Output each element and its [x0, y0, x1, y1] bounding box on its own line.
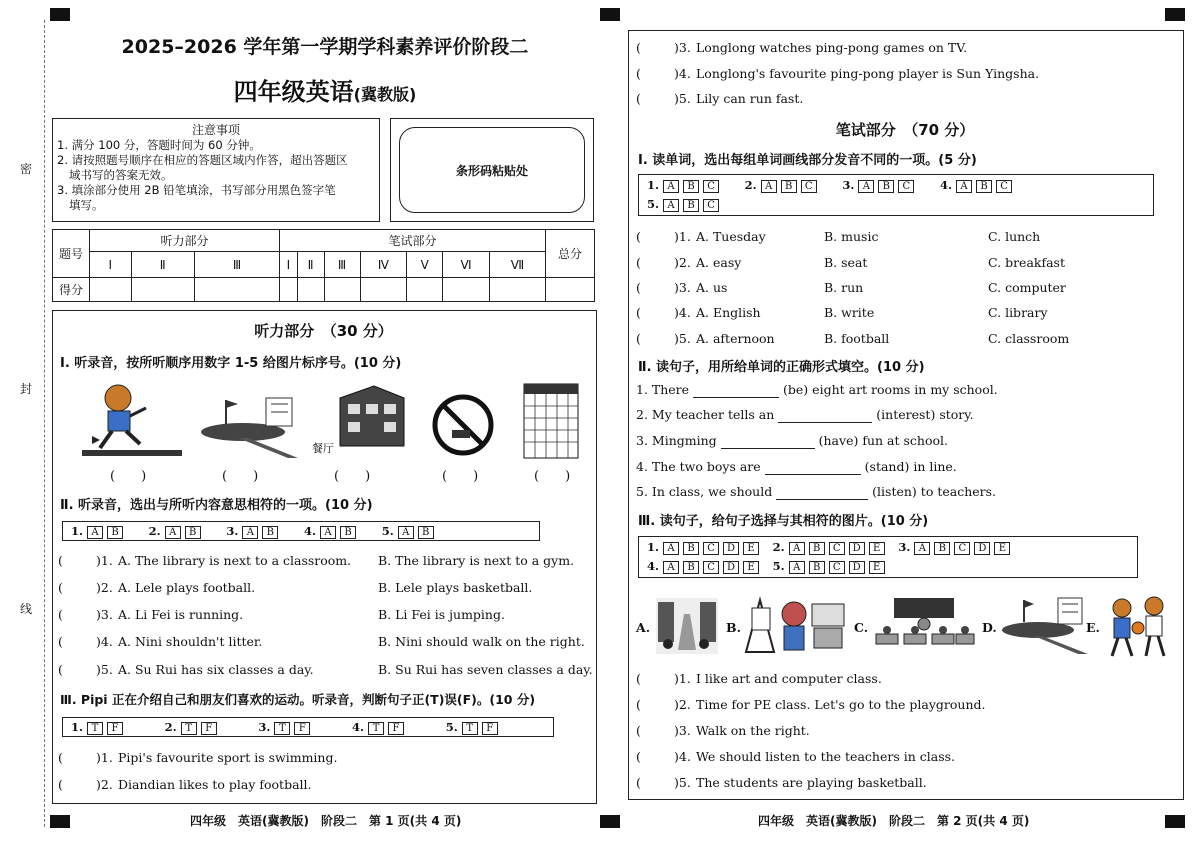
answer-number: 5.: [772, 559, 785, 573]
page-footer: 四年级 英语(冀教版) 阶段二 第 1 页(共 4 页): [190, 814, 462, 828]
sentence-end: to teachers.: [920, 484, 997, 499]
bubble-option[interactable]: C: [703, 199, 719, 212]
question-number: )5.: [674, 331, 691, 346]
score-cell[interactable]: [90, 278, 132, 302]
bubble-option[interactable]: B: [683, 561, 699, 574]
word-hint: (stand): [864, 459, 910, 474]
answer-number: 5.: [647, 197, 660, 211]
question-number: )2.: [674, 255, 691, 270]
answer-number: 3.: [898, 540, 911, 554]
playground-picture: [198, 392, 308, 462]
statement-text: The students are playing basketball.: [696, 775, 927, 790]
question-number: )3.: [674, 280, 691, 295]
answer-paren[interactable]: (: [636, 91, 641, 106]
word-hint: (be): [783, 382, 809, 397]
picture-order-blank[interactable]: ( ): [334, 469, 371, 484]
notice-line: 3. 填涂部分使用 2B 铅笔填涂，书写部分用黑色签字笔: [57, 183, 336, 197]
answer-number: 1.: [71, 524, 84, 538]
option-a-text: A. Su Rui has six classes a day.: [118, 662, 314, 677]
bubble-option[interactable]: B: [262, 526, 278, 539]
binding-line: [44, 20, 45, 827]
answer-paren[interactable]: (: [58, 634, 63, 649]
bubble-option[interactable]: B: [418, 526, 434, 539]
question-number: )2.: [674, 697, 691, 712]
picture-order-blank[interactable]: ( ): [534, 469, 571, 484]
writing-part2-heading: Ⅱ. 读句子，用所给单词的正确形式填空。(10 分): [638, 360, 925, 375]
answer-number: 1.: [71, 720, 84, 734]
blank-input[interactable]: [765, 459, 861, 475]
bubble-option[interactable]: C: [801, 180, 817, 193]
picture-label-b: B.: [726, 620, 741, 635]
option-c-text: C. breakfast: [988, 255, 1065, 270]
notice-line: 域书写的答案无效。: [69, 168, 173, 182]
option-a-text: A. easy: [696, 255, 742, 270]
corner-mark: [600, 8, 620, 21]
bubble-option[interactable]: E: [994, 542, 1010, 555]
answer-paren[interactable]: (: [636, 775, 641, 790]
col-listening-2: Ⅱ: [131, 252, 194, 278]
classroom-picture: [872, 594, 976, 658]
answer-paren[interactable]: (: [636, 40, 641, 55]
bubble-false[interactable]: F: [107, 722, 123, 735]
option-a-text: A. Nini shouldn't litter.: [118, 634, 263, 649]
bubble-option[interactable]: B: [185, 526, 201, 539]
bubble-option[interactable]: C: [829, 561, 845, 574]
bubble-false[interactable]: F: [294, 722, 310, 735]
sentence-end: story.: [939, 407, 974, 422]
option-c-text: C. library: [988, 305, 1048, 320]
sentence-start: 4. The two boys are: [636, 459, 761, 474]
bubble-option[interactable]: A: [320, 526, 336, 539]
bubble-option[interactable]: D: [974, 542, 990, 555]
answer-number: 3.: [226, 524, 239, 538]
bubble-option[interactable]: A: [914, 542, 930, 555]
bubble-false[interactable]: F: [201, 722, 217, 735]
statement-text: Walk on the right.: [696, 723, 810, 738]
answer-number: 2.: [164, 720, 177, 734]
picture-label-d: D.: [982, 620, 997, 635]
option-a-text: A. Li Fei is running.: [118, 607, 244, 622]
bubble-false[interactable]: F: [388, 722, 404, 735]
statement-text: Longlong's favourite ping-pong player is Sun Yingsha.: [696, 66, 1040, 81]
answer-paren[interactable]: (: [636, 255, 641, 270]
running-boy-picture: [78, 378, 188, 462]
answer-number: 4.: [940, 178, 953, 192]
barcode-area[interactable]: [399, 127, 585, 213]
bubble-option[interactable]: B: [683, 199, 699, 212]
subject-edition: (冀教版): [353, 85, 417, 104]
option-b-text: B. seat: [824, 255, 868, 270]
bubble-option[interactable]: A: [165, 526, 181, 539]
answer-number: 5.: [381, 524, 394, 538]
bubble-option[interactable]: B: [683, 542, 699, 555]
answer-paren[interactable]: (: [636, 671, 641, 686]
side-label-mi: 密: [20, 162, 33, 176]
row-label-number: 题号: [53, 230, 90, 278]
bubble-option[interactable]: B: [340, 526, 356, 539]
page-1: [50, 0, 600, 847]
notice-heading: 注意事项: [191, 123, 240, 137]
answer-number: 5.: [445, 720, 458, 734]
picture-order-blank[interactable]: ( ): [110, 469, 147, 484]
statement-text: Lily can run fast.: [696, 91, 804, 106]
answer-paren[interactable]: (: [636, 749, 641, 764]
canteen-label: 餐厅: [312, 442, 334, 455]
blank-input[interactable]: [693, 382, 779, 398]
statement-text: We should listen to the teachers in class.: [696, 749, 955, 764]
tf-answer-bar: [62, 717, 554, 737]
option-a-text: A. The library is next to a classroom.: [118, 553, 352, 568]
bubble-true[interactable]: T: [368, 722, 384, 735]
answer-paren[interactable]: (: [636, 66, 641, 81]
side-label-xian: 线: [20, 602, 33, 616]
answer-paren[interactable]: (: [636, 331, 641, 346]
bubble-option[interactable]: B: [107, 526, 123, 539]
sentence-end: in line.: [913, 459, 957, 474]
page-2: [628, 0, 1188, 847]
option-b-text: B. run: [824, 280, 864, 295]
picture-order-blank[interactable]: ( ): [442, 469, 479, 484]
score-cell[interactable]: [280, 278, 298, 302]
side-label-feng: 封: [20, 382, 33, 396]
option-b-text: B. Lele plays basketball.: [378, 580, 533, 595]
timetable-picture: [520, 378, 582, 460]
answer-number: 2.: [148, 524, 161, 538]
canteen-picture: [330, 380, 410, 460]
option-a-text: A. us: [696, 280, 728, 295]
sentence-start: 1. There: [636, 382, 690, 397]
col-listening-1: Ⅰ: [90, 252, 132, 278]
writing-part3-heading: Ⅲ. 读句子，给句子选择与其相符的图片。(10 分): [638, 514, 929, 529]
score-cell[interactable]: [489, 278, 545, 302]
option-b-text: B. Li Fei is jumping.: [378, 607, 505, 622]
blank-input[interactable]: [721, 433, 815, 449]
answer-paren[interactable]: (: [636, 305, 641, 320]
listening-title: 听力部分 （30 分）: [254, 322, 393, 340]
no-littering-sign: [430, 392, 496, 458]
bubble-true[interactable]: T: [87, 722, 103, 735]
bubble-option[interactable]: E: [743, 542, 759, 555]
answer-paren[interactable]: (: [58, 777, 63, 792]
bubble-option[interactable]: B: [976, 180, 992, 193]
answer-paren[interactable]: (: [636, 697, 641, 712]
answer-number: 4.: [352, 720, 365, 734]
bubble-option[interactable]: A: [663, 561, 679, 574]
option-a-text: A. Tuesday: [696, 229, 766, 244]
answer-number: 1.: [647, 178, 660, 192]
bubble-option[interactable]: A: [858, 180, 874, 193]
bubble-option[interactable]: A: [663, 180, 679, 193]
sentence-start: 5. In class, we should: [636, 484, 773, 499]
bubble-option[interactable]: A: [663, 199, 679, 212]
option-b-text: B. football: [824, 331, 890, 346]
bubble-option[interactable]: C: [829, 542, 845, 555]
bubble-option[interactable]: C: [703, 561, 719, 574]
sentence-start: 3. Mingming: [636, 433, 717, 448]
picture-order-blank[interactable]: ( ): [222, 469, 259, 484]
corner-mark: [600, 815, 620, 828]
answer-paren[interactable]: (: [58, 607, 63, 622]
answer-number: 2.: [772, 540, 785, 554]
writing-header: 笔试部分: [280, 230, 546, 252]
fill-sentence: [636, 433, 948, 449]
answer-paren[interactable]: (: [636, 280, 641, 295]
option-c-text: C. lunch: [988, 229, 1041, 244]
bubble-option[interactable]: A: [761, 180, 777, 193]
question-number: )4.: [674, 305, 691, 320]
question-number: )3.: [674, 723, 691, 738]
bubble-option[interactable]: E: [743, 561, 759, 574]
option-b-text: B. Su Rui has seven classes a day.: [378, 662, 593, 677]
statement-text: Diandian likes to play football.: [118, 777, 312, 792]
bubble-option[interactable]: D: [723, 561, 739, 574]
answer-sheet-bar: [62, 521, 540, 541]
answer-paren[interactable]: (: [58, 580, 63, 595]
bubble-option[interactable]: C: [996, 180, 1012, 193]
answer-number: 1.: [647, 540, 660, 554]
score-cell[interactable]: [131, 278, 194, 302]
answer-paren[interactable]: (: [58, 662, 63, 677]
question-number: )4.: [96, 634, 113, 649]
bubble-option[interactable]: B: [809, 542, 825, 555]
option-c-text: C. classroom: [988, 331, 1070, 346]
answer-sheet-bar: [638, 536, 1138, 578]
question-number: )2.: [96, 580, 113, 595]
bubble-option[interactable]: B: [781, 180, 797, 193]
bubble-option[interactable]: C: [898, 180, 914, 193]
listening-header: 听力部分: [90, 230, 280, 252]
score-cell[interactable]: [407, 278, 443, 302]
basketball-picture: [1102, 588, 1176, 662]
listening-part1-heading: Ⅰ. 听录音，按所听顺序用数字 1-5 给图片标序号。(10 分): [60, 356, 402, 371]
bubble-option[interactable]: B: [809, 561, 825, 574]
col-writing-4: Ⅳ: [360, 252, 407, 278]
total-header: 总分: [546, 230, 595, 278]
question-number: )5.: [674, 91, 691, 106]
blank-input[interactable]: [778, 407, 872, 423]
word-hint: (have): [818, 433, 859, 448]
score-table: [52, 229, 595, 302]
writing-part1-heading: Ⅰ. 读单词，选出每组单词画线部分发音不同的一项。(5 分): [638, 153, 977, 168]
col-listening-3: Ⅲ: [194, 252, 279, 278]
score-cell[interactable]: [443, 278, 490, 302]
bubble-option[interactable]: B: [878, 180, 894, 193]
question-number: )5.: [674, 775, 691, 790]
answer-paren[interactable]: (: [58, 553, 63, 568]
bubble-option[interactable]: C: [703, 542, 719, 555]
answer-number: 2.: [744, 178, 757, 192]
picture-label-a: A.: [636, 620, 651, 635]
bubble-true[interactable]: T: [462, 722, 478, 735]
answer-number: 4.: [647, 559, 660, 573]
bubble-option[interactable]: D: [849, 561, 865, 574]
question-number: )3.: [674, 40, 691, 55]
option-b-text: B. The library is next to a gym.: [378, 553, 575, 568]
answer-number: 3.: [258, 720, 271, 734]
row-label-score: 得分: [53, 278, 90, 302]
col-writing-6: Ⅵ: [443, 252, 490, 278]
page-footer: 四年级 英语(冀教版) 阶段二 第 2 页(共 4 页): [758, 814, 1030, 828]
bubble-false[interactable]: F: [482, 722, 498, 735]
statement-text: Pipi's favourite sport is swimming.: [118, 750, 338, 765]
bubble-option[interactable]: C: [954, 542, 970, 555]
bubble-option[interactable]: D: [849, 542, 865, 555]
option-a-text: A. Lele plays football.: [118, 580, 256, 595]
answer-paren[interactable]: (: [58, 750, 63, 765]
blank-input[interactable]: [776, 484, 868, 500]
statement-text: I like art and computer class.: [696, 671, 882, 686]
question-number: )1.: [96, 750, 113, 765]
bubble-option[interactable]: A: [663, 542, 679, 555]
option-a-text: A. English: [696, 305, 761, 320]
statement-text: Longlong watches ping-pong games on TV.: [696, 40, 968, 55]
question-number: )2.: [96, 777, 113, 792]
question-number: )4.: [674, 66, 691, 81]
bubble-option[interactable]: A: [398, 526, 414, 539]
question-number: )1.: [96, 553, 113, 568]
answer-sheet-bar: [638, 174, 1154, 216]
fill-sentence: [636, 407, 974, 423]
art-computer-picture: [742, 594, 848, 658]
bubble-option[interactable]: A: [956, 180, 972, 193]
bubble-true[interactable]: T: [274, 722, 290, 735]
bubble-true[interactable]: T: [181, 722, 197, 735]
picture-label-c: C.: [854, 620, 869, 635]
bubble-option[interactable]: D: [723, 542, 739, 555]
bubble-option[interactable]: B: [934, 542, 950, 555]
answer-number: 4.: [304, 524, 317, 538]
option-b-text: B. write: [824, 305, 875, 320]
barcode-frame: [390, 118, 594, 222]
question-number: )5.: [96, 662, 113, 677]
term-title: 2025–2026 学年第一学期学科素养评价阶段二: [121, 36, 529, 58]
answer-paren[interactable]: (: [636, 723, 641, 738]
bubble-option[interactable]: A: [242, 526, 258, 539]
question-number: )4.: [674, 749, 691, 764]
sentence-end: fun at school.: [862, 433, 948, 448]
fill-sentence: [636, 459, 957, 475]
question-number: )3.: [96, 607, 113, 622]
score-cell[interactable]: [546, 278, 595, 302]
statement-text: Time for PE class. Let's go to the playground.: [696, 697, 986, 712]
question-number: )1.: [674, 229, 691, 244]
picture-label-e: E.: [1086, 620, 1100, 635]
notice-box: [52, 118, 380, 222]
word-hint: (interest): [876, 407, 936, 422]
fill-sentence: [636, 382, 998, 398]
col-writing-2: Ⅱ: [297, 252, 324, 278]
listening-part2-heading: Ⅱ. 听录音，选出与所听内容意思相符的一项。(10 分): [60, 498, 373, 513]
writing-title: 笔试部分 （70 分）: [835, 121, 975, 139]
notice-line: 1. 满分 100 分，答题时间为 60 分钟。: [57, 138, 261, 152]
score-cell[interactable]: [297, 278, 324, 302]
col-writing-1: Ⅰ: [280, 252, 298, 278]
fill-sentence: [636, 484, 996, 500]
option-a-text: A. afternoon: [696, 331, 775, 346]
bubble-option[interactable]: A: [789, 561, 805, 574]
col-writing-3: Ⅲ: [324, 252, 360, 278]
walk-on-right-picture: [654, 594, 720, 658]
sentence-start: 2. My teacher tells an: [636, 407, 775, 422]
bubble-option[interactable]: C: [703, 180, 719, 193]
answer-number: 3.: [842, 178, 855, 192]
playground-picture: [998, 594, 1094, 658]
subject-title: [50, 72, 600, 107]
col-writing-7: Ⅶ: [489, 252, 545, 278]
bubble-option[interactable]: E: [869, 542, 885, 555]
barcode-label: 条形码粘贴处: [455, 164, 528, 178]
subject-main: 四年级英语: [233, 78, 354, 106]
bubble-option[interactable]: B: [683, 180, 699, 193]
score-cell[interactable]: [324, 278, 360, 302]
score-cell[interactable]: [194, 278, 279, 302]
option-c-text: C. computer: [988, 280, 1066, 295]
notice-line: 填写。: [69, 198, 104, 212]
notice-line: 2. 请按照题号顺序在相应的答题区域内作答，超出答题区: [57, 153, 348, 167]
word-hint: (listen): [872, 484, 917, 499]
score-cell[interactable]: [360, 278, 407, 302]
col-writing-5: Ⅴ: [407, 252, 443, 278]
question-number: )1.: [674, 671, 691, 686]
option-b-text: B. Nini should walk on the right.: [378, 634, 585, 649]
option-b-text: B. music: [824, 229, 879, 244]
listening-part3-heading: Ⅲ. Pipi 正在介绍自己和朋友们喜欢的运动。听录音，判断句子正(T)误(F)。(10 分): [60, 692, 536, 707]
bubble-option[interactable]: E: [869, 561, 885, 574]
bubble-option[interactable]: A: [789, 542, 805, 555]
sentence-end: eight art rooms in my school.: [812, 382, 998, 397]
answer-paren[interactable]: (: [636, 229, 641, 244]
bubble-option[interactable]: A: [87, 526, 103, 539]
